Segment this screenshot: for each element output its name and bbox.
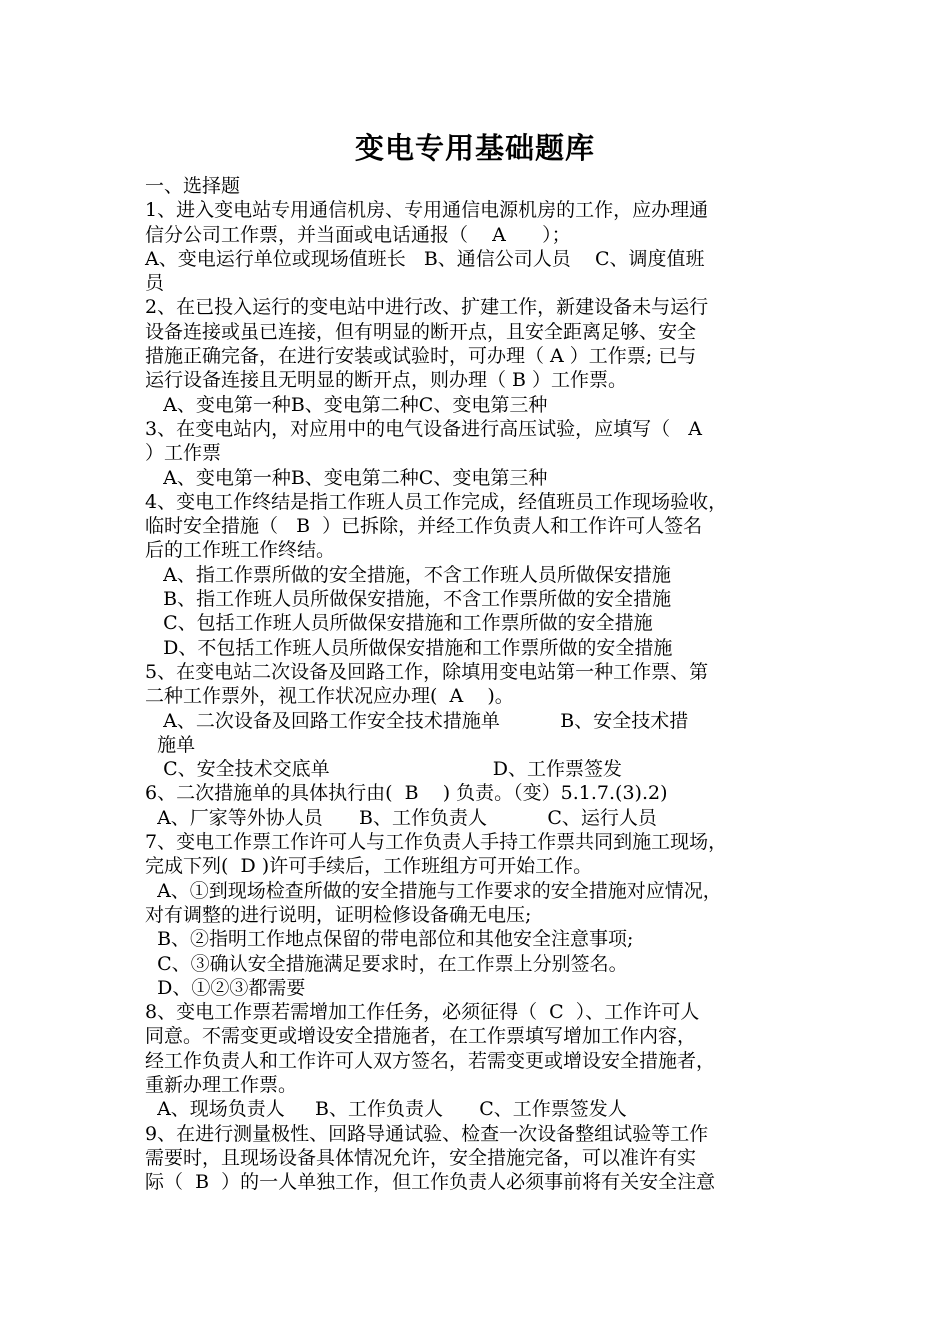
text-line: 3、在变电站内，对应用中的电气设备进行高压试验，应填写（ A — [145, 417, 702, 440]
text-line: 二种工作票外，视工作状况应办理( A )。 — [145, 685, 514, 708]
text-line: 临时安全措施（ B ）已拆除，并经工作负责人和工作许可人签名 — [145, 515, 703, 538]
text-line: 对有调整的进行说明，证明检修设备确无电压; — [145, 903, 532, 926]
text-line: A、现场负责人 B、工作负责人 C、工作票签发人 — [145, 1098, 627, 1121]
text-line: 1、进入变电站专用通信机房、专用通信电源机房的工作，应办理通 — [145, 199, 709, 222]
text-line: 同意。不需变更或增设安全措施者，在工作票填写增加工作内容， — [145, 1025, 697, 1048]
document-title: 变电专用基础题库 — [354, 131, 595, 165]
text-line: A、变电第一种B、变电第二种C、变电第三种 — [145, 466, 548, 489]
document-body — [145, 174, 815, 1194]
text-line: 经工作负责人和工作许可人双方签名，若需变更或增设安全措施者， — [145, 1049, 716, 1072]
text-line: 重新办理工作票。 — [145, 1073, 298, 1096]
text-line: 8、变电工作票若需增加工作任务，必须征得（ C ）、工作许可人 — [145, 1001, 700, 1024]
text-line: 需要时，且现场设备具体情况允许，安全措施完备，可以准许有实 — [145, 1146, 697, 1169]
text-line: D、①②③都需要 — [145, 976, 306, 999]
text-line: C、③确认安全措施满足要求时，在工作票上分别签名。 — [145, 952, 628, 975]
text-line: 设备连接或虽已连接，但有明显的断开点，且安全距离足够、安全 — [145, 320, 697, 343]
text-line: A、变电运行单位或现场值班长 B、通信公司人员 C、调度值班 — [145, 247, 705, 270]
text-line: A、①到现场检查所做的安全措施与工作要求的安全措施对应情况， — [145, 879, 722, 902]
text-line: 信分公司工作票，并当面或电话通报（ A ）； — [145, 223, 571, 246]
text-line: 措施正确完备，在进行安装或试验时，可办理（ A ）工作票; 已与 — [145, 345, 697, 368]
text-line: 一、选择题 — [145, 175, 241, 197]
text-line: 6、二次措施单的具体执行由( B ) 负责。（变）5.1.7.(3).2) — [145, 782, 668, 805]
text-line: B、②指明工作地点保留的带电部位和其他安全注意事项; — [145, 928, 634, 951]
text-line: C、安全技术交底单 D、工作票签发 — [145, 758, 622, 781]
text-line: A、二次设备及回路工作安全技术措施单 B、安全技术措 — [145, 709, 689, 732]
text-line: 完成下列( D )许可手续后，工作班组方可开始工作。 — [145, 855, 593, 878]
text-line: 后的工作班工作终结。 — [145, 539, 336, 562]
text-line: 施单 — [145, 733, 196, 756]
text-line: 9、在进行测量极性、回路导通试验、检查一次设备整组试验等工作 — [145, 1122, 709, 1145]
text-line: 员 — [145, 272, 165, 295]
text-line: 运行设备连接且无明显的断开点，则办理（ B ）工作票。 — [145, 369, 628, 392]
text-line: D、不包括工作班人员所做保安措施和工作票所做的安全措施 — [145, 636, 673, 659]
text-line: 7、变电工作票工作许可人与工作负责人手持工作票共同到施工现场， — [145, 831, 728, 854]
text-line: 2、在已投入运行的变电站中进行改、扩建工作，新建设备未与运行 — [145, 296, 709, 319]
text-line: 5、在变电站二次设备及回路工作，除填用变电站第一种工作票、第 — [145, 660, 709, 683]
text-line: C、包括工作班人员所做保安措施和工作票所做的安全措施 — [145, 612, 653, 635]
text-line: 际（ B ）的一人单独工作，但工作负责人必须事前将有关安全注意 — [145, 1171, 716, 1194]
text-line: 4、变电工作终结是指工作班人员工作完成，经值班员工作现场验收， — [145, 490, 728, 513]
text-line: A、指工作票所做的安全措施，不含工作班人员所做保安措施 — [145, 563, 671, 586]
text-line: B、指工作班人员所做保安措施，不含工作票所做的安全措施 — [145, 588, 672, 611]
text-line: A、变电第一种B、变电第二种C、变电第三种 — [145, 393, 548, 416]
text-line: ）工作票 — [145, 442, 222, 465]
text-line: A、厂家等外协人员 B、工作负责人 C、运行人员 — [145, 806, 657, 829]
